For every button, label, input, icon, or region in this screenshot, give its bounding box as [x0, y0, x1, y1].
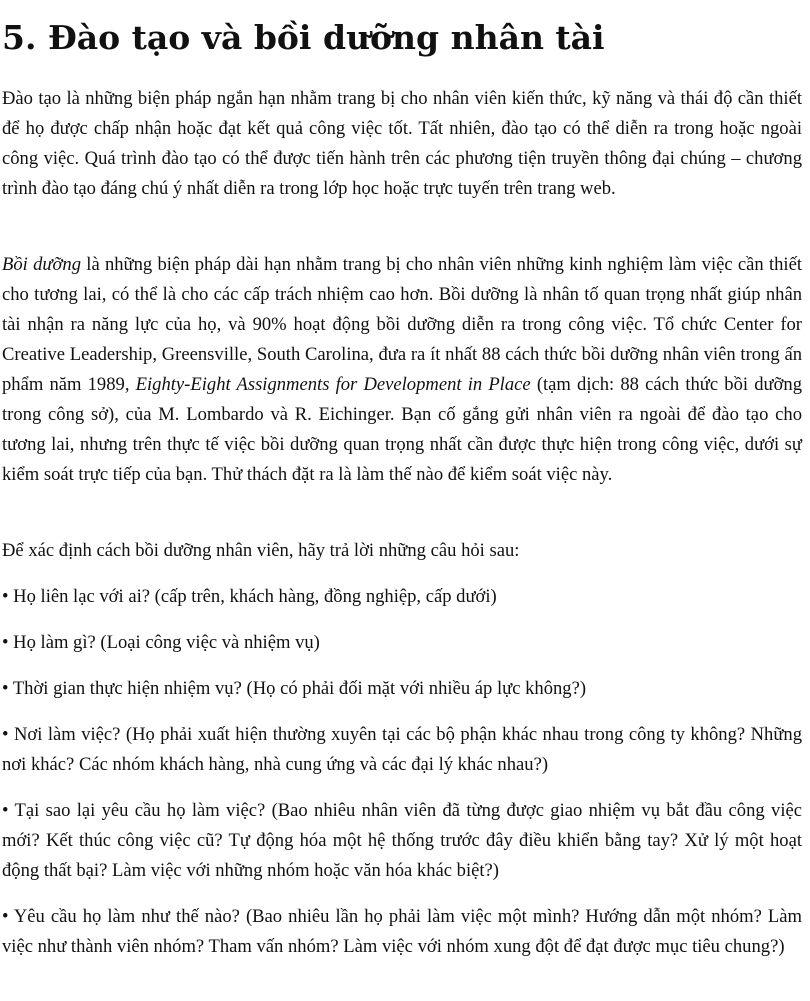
question-item-method: • Yêu cầu họ làm như thế nào? (Bao nhiêu lần họ phải làm việc một mình? Hướng dẫn một nhóm? Làm việc như thành viên nhóm? Tham vấn nhóm? Làm việc với nhóm xung đột để đạt được mục tiêu chung?)	[2, 906, 802, 957]
development-paragraph	[2, 250, 802, 490]
question-item-reason: • Tại sao lại yêu cầu họ làm việc? (Bao nhiêu nhân viên đã từng được giao nhiệm vụ bắt đầu công việc mới? Kết thúc công việc cũ? Tự động hóa một hệ thống trước đây điều khiển bằng tay? Xử lý một hoạt động thất bại? Làm việc với những nhóm hoặc văn hóa khác biệt?)	[2, 800, 802, 881]
question-item-location: • Nơi làm việc? (Họ phải xuất hiện thường xuyên tại các bộ phận khác nhau trong công ty không? Những nơi khác? Các nhóm khách hàng, nhà cung ứng và các đại lý khác nhau?)	[2, 724, 802, 775]
questions-intro: Để xác định cách bồi dưỡng nhân viên, hãy trả lời những câu hỏi sau:	[2, 540, 520, 561]
question-item-timing: • Thời gian thực hiện nhiệm vụ? (Họ có phải đối mặt với nhiều áp lực không?)	[2, 678, 587, 699]
question-item-tasks: • Họ làm gì? (Loại công việc và nhiệm vụ)	[2, 632, 320, 653]
question-item-contacts: • Họ liên lạc với ai? (cấp trên, khách hàng, đồng nghiệp, cấp dưới)	[2, 586, 497, 607]
section-heading: 5. Đào tạo và bồi dưỡng nhân tài	[2, 18, 605, 57]
book-title: Eighty-Eight Assignments for Development in Place	[135, 374, 531, 395]
development-text-part2: (tạm dịch: 88 cách thức bồi dưỡng trong công sở), của M. Lombardo và R. Eichinger. Bạn cố gắng gửi nhân viên ra ngoài để đào tạo cho tương lai, nhưng trên thực tế việc bồi dưỡng quan trọng nhất cần được thực hiện trong công việc, dưới sự kiểm soát trực tiếp của bạn. Thử thách đặt ra là làm thế nào để kiểm soát việc này.	[2, 374, 803, 485]
development-text-part1: là những biện pháp dài hạn nhằm trang bị cho nhân viên những kinh nghiệm làm việc cần thiết cho tương lai, có thể là cho các cấp trách nhiệm cao hơn. Bồi dưỡng là nhân tố quan trọng nhất giúp nhân tài nhận ra năng lực của họ, và 90% hoạt động bồi dưỡng diễn ra trong công việc. Tổ chức Center for Creative Leadership, Greensville, South Carolina, đưa ra ít nhất 88 cách thức bồi dưỡng nhân viên trong ấn phẩm năm 1989,	[2, 254, 802, 395]
development-term: Bồi dưỡng	[2, 254, 82, 275]
training-paragraph: Đào tạo là những biện pháp ngắn hạn nhằm trang bị cho nhân viên kiến thức, kỹ năng và thái độ cần thiết để họ được chấp nhận hoặc đạt kết quả công việc tốt. Tất nhiên, đào tạo có thể diễn ra trong hoặc ngoài công việc. Quá trình đào tạo có thể được tiến hành trên các phương tiện truyền thông đại chúng – chương trình đào tạo đáng chú ý nhất diễn ra trong lớp học hoặc trực tuyến trên trang web.	[2, 88, 802, 199]
